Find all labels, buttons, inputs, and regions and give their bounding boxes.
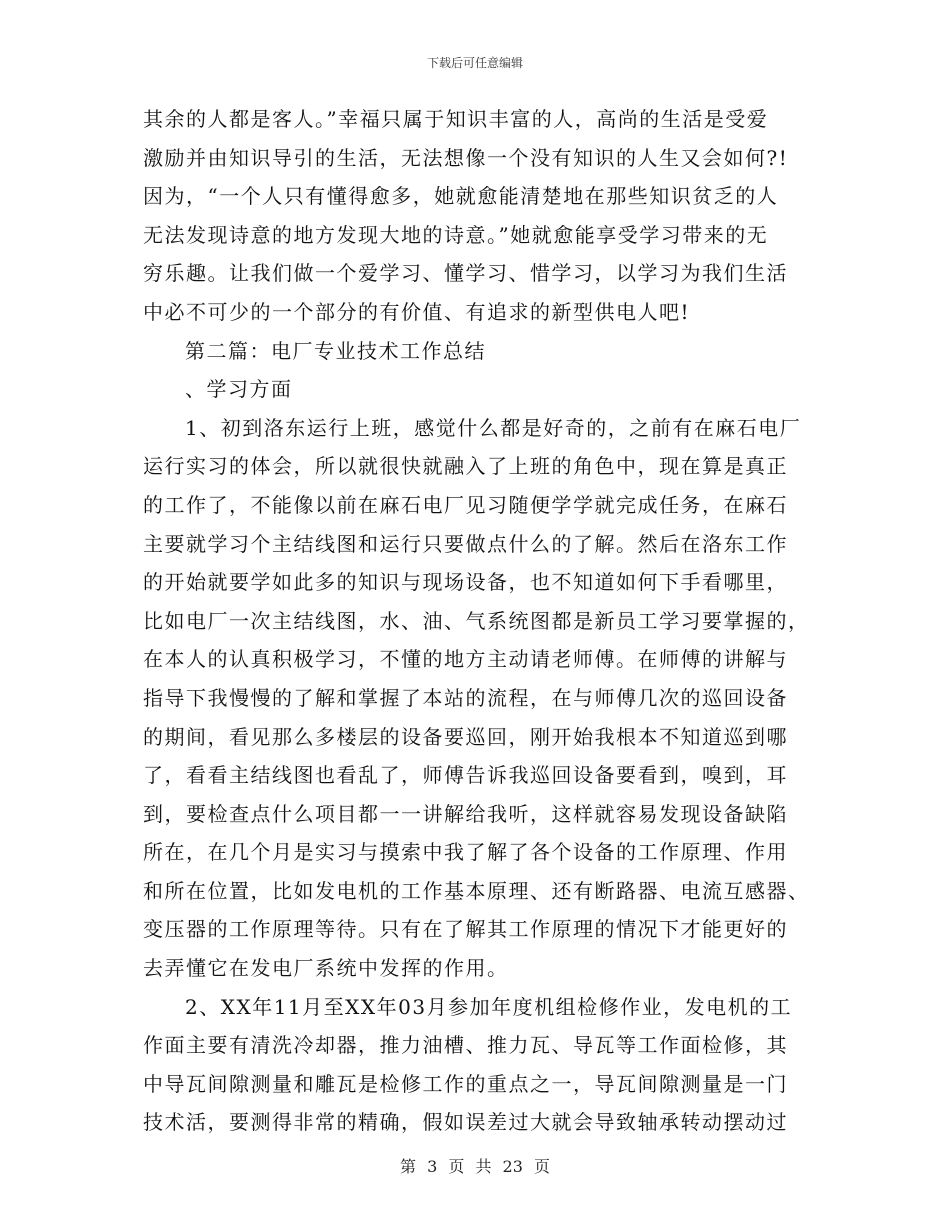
text-line: 了，看看主结线图也看乱了，师傅告诉我巡回设备要看到，嗅到，耳	[143, 763, 788, 788]
text-line: 的开始就要学如此多的知识与现场设备，也不知道如何下手看哪里，	[143, 570, 788, 595]
text-line: 穷乐趣。让我们做一个爱学习、懂学习、惜学习，以学习为我们生活	[143, 261, 788, 286]
text-line: 、学习方面	[185, 377, 293, 402]
text-line: 激励并由知识导引的生活，无法想像一个没有知识的人生又会如何?!	[143, 145, 789, 170]
page-number-footer: 第 3 页 共 23 页	[400, 1157, 550, 1176]
text-line: 2、XX年11月至XX年03月参加年度机组检修作业，发电机的工	[185, 994, 793, 1019]
text-line: 的期间，看见那么多楼层的设备要巡回，刚开始我根本不知道巡到哪	[143, 724, 788, 749]
text-line: 的工作了，不能像以前在麻石电厂见习随便学学就完成任务，在麻石	[143, 492, 788, 517]
text-line: 变压器的工作原理等待。只有在了解其工作原理的情况下才能更好的	[143, 917, 788, 942]
text-line: 因为，“一个人只有懂得愈多，她就愈能清楚地在那些知识贫乏的人	[143, 184, 779, 209]
text-line: 中导瓦间隙测量和雕瓦是检修工作的重点之一，导瓦间隙测量是一门	[143, 1071, 788, 1096]
text-line: 作面主要有清洗冷却器，推力油槽、推力瓦、导瓦等工作面检修，其	[143, 1033, 788, 1058]
text-line: 比如电厂一次主结线图，水、油、气系统图都是新员工学习要掌握的，	[143, 608, 810, 633]
text-line: 其余的人都是客人。”幸福只属于知识丰富的人，高尚的生活是受爱	[143, 107, 769, 131]
text-line: 所在，在几个月是实习与摸索中我了解了各个设备的工作原理、作用	[143, 840, 788, 865]
text-line: 第二篇：电厂专业技术工作总结	[185, 338, 486, 363]
text-line: 无法发现诗意的地方发现大地的诗意。”她就愈能享受学习带来的无	[143, 222, 769, 247]
text-line: 和所在位置，比如发电机的工作基本原理、还有断路器、电流互感器、	[143, 878, 810, 903]
text-line: 指导下我慢慢的了解和掌握了本站的流程，在与师傅几次的巡回设备	[143, 685, 788, 710]
text-line: 去弄懂它在发电厂系统中发挥的作用。	[143, 956, 509, 981]
page-header: 下载后可任意编辑	[426, 56, 523, 70]
text-line: 运行实习的体会，所以就很快就融入了上班的角色中，现在算是真正	[143, 454, 788, 479]
text-line: 主要就学习个主结线图和运行只要做点什么的了解。然后在洛东工作	[143, 531, 788, 556]
text-line: 到，要检查点什么项目都一一讲解给我听，这样就容易发现设备缺陷	[143, 801, 788, 826]
text-line: 技术活，要测得非常的精确，假如误差过大就会导致轴承转动摆动过	[143, 1110, 788, 1135]
text-line: 中必不可少的一个部分的有价值、有追求的新型供电人吧!	[143, 299, 691, 324]
text-line: 1、初到洛东运行上班，感觉什么都是好奇的，之前有在麻石电厂	[185, 415, 802, 440]
text-line: 在本人的认真积极学习，不懂的地方主动请老师傅。在师傅的讲解与	[143, 647, 788, 672]
document-body	[143, 100, 811, 1142]
